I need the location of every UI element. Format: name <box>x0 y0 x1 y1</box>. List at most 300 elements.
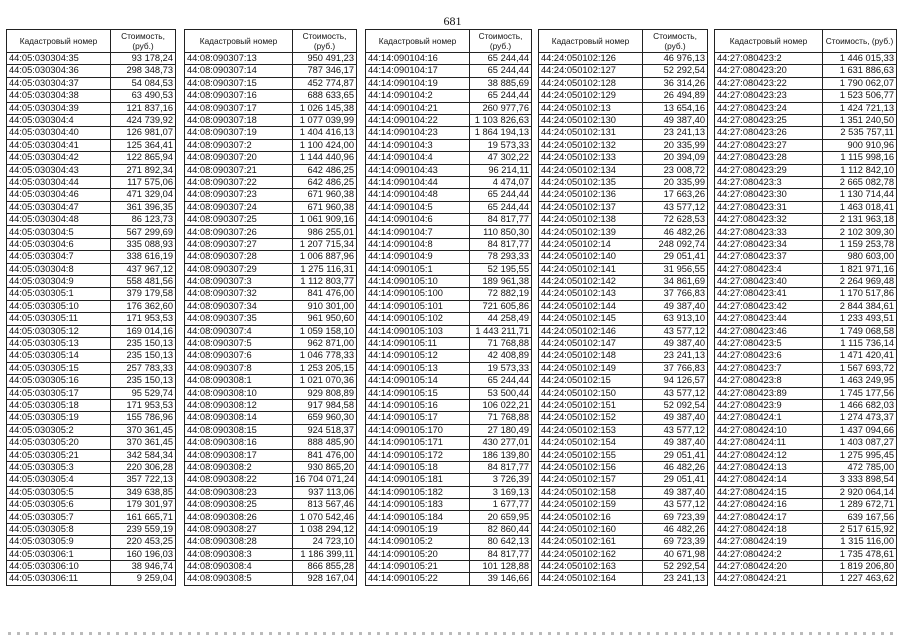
table-row <box>539 152 708 164</box>
cadastral-number-cell: 44:27:080423:3 <box>715 176 823 188</box>
cost-cell: 1 159 253,78 <box>823 238 897 250</box>
table-row <box>539 276 708 288</box>
table-row <box>185 449 357 461</box>
cost-cell: 46 482,26 <box>643 523 708 535</box>
cadastral-number-cell: 44:14:090105:1 <box>366 263 470 275</box>
column-header-cost: Стоимость, (руб.) <box>293 30 357 53</box>
cadastral-number-cell: 44:27:080423:5 <box>715 337 823 349</box>
table-row <box>715 486 897 498</box>
cadastral-number-cell: 44:08:090307:13 <box>185 53 293 65</box>
cost-cell: 3 726,39 <box>470 474 532 486</box>
cost-cell: 31 956,55 <box>643 263 708 275</box>
cadastral-number-cell: 44:24:050102:153 <box>539 424 643 436</box>
cost-cell: 260 977,76 <box>470 102 532 114</box>
cost-cell: 1 463 018,41 <box>823 201 897 213</box>
cost-cell: 338 616,19 <box>111 251 176 263</box>
table-row <box>539 139 708 151</box>
table-row <box>7 387 176 399</box>
cadastral-number-cell: 44:27:080423:24 <box>715 102 823 114</box>
table-row <box>366 387 532 399</box>
table-row <box>185 523 357 535</box>
cost-cell: 29 051,41 <box>643 474 708 486</box>
table-row <box>366 214 532 226</box>
cadastral-number-cell: 44:14:090105:20 <box>366 548 470 560</box>
table-row <box>715 548 897 560</box>
cadastral-number-cell: 44:08:090307:35 <box>185 313 293 325</box>
cost-cell: 42 408,89 <box>470 350 532 362</box>
cadastral-number-cell: 44:27:080424:18 <box>715 523 823 535</box>
table-row <box>7 114 176 126</box>
cost-cell: 930 865,20 <box>293 461 357 473</box>
cadastral-number-cell: 44:05:030305:9 <box>7 536 111 548</box>
cost-cell: 1 227 463,62 <box>823 573 897 585</box>
cost-cell: 49 387,40 <box>643 412 708 424</box>
cost-cell: 43 577,12 <box>643 499 708 511</box>
cost-cell: 671 960,38 <box>293 201 357 213</box>
cadastral-number-cell: 44:24:050102:148 <box>539 350 643 362</box>
cost-cell: 186 139,80 <box>470 449 532 461</box>
cadastral-number-cell: 44:08:090307:15 <box>185 77 293 89</box>
table-row <box>185 201 357 213</box>
table-row <box>185 573 357 585</box>
table-row <box>366 201 532 213</box>
cadastral-number-cell: 44:27:080423:9 <box>715 399 823 411</box>
cadastral-number-cell: 44:08:090307:6 <box>185 350 293 362</box>
table-row <box>539 251 708 263</box>
cost-cell: 471 329,04 <box>111 189 176 201</box>
cost-cell: 349 638,85 <box>111 486 176 498</box>
table-row <box>366 511 532 523</box>
table-row <box>715 214 897 226</box>
table-row <box>366 561 532 573</box>
cadastral-number-cell: 44:27:080424:21 <box>715 573 823 585</box>
table-row <box>185 511 357 523</box>
cost-cell: 54 084,53 <box>111 77 176 89</box>
cost-cell: 84 817,77 <box>470 461 532 473</box>
cost-cell: 121 837,16 <box>111 102 176 114</box>
table-row <box>185 486 357 498</box>
cost-cell: 370 361,45 <box>111 437 176 449</box>
table-row <box>7 337 176 349</box>
table-row <box>539 189 708 201</box>
cadastral-number-cell: 44:24:050102:158 <box>539 486 643 498</box>
cost-cell: 20 659,95 <box>470 511 532 523</box>
cost-cell: 126 981,07 <box>111 127 176 139</box>
cadastral-number-cell: 44:24:050102:160 <box>539 523 643 535</box>
table-row <box>185 276 357 288</box>
cost-cell: 34 861,69 <box>643 276 708 288</box>
cost-cell: 52 092,54 <box>643 399 708 411</box>
cadastral-number-cell: 44:24:050102:145 <box>539 313 643 325</box>
cost-cell: 84 817,77 <box>470 238 532 250</box>
table-row <box>715 511 897 523</box>
table-row <box>7 573 176 585</box>
cost-cell: 37 766,83 <box>643 362 708 374</box>
cadastral-number-cell: 44:08:090308:17 <box>185 449 293 461</box>
table-row <box>366 474 532 486</box>
table-row <box>539 337 708 349</box>
cadastral-number-cell: 44:27:080423:27 <box>715 139 823 151</box>
table-row <box>715 53 897 65</box>
table-row <box>7 214 176 226</box>
table-row <box>185 114 357 126</box>
table-row <box>539 350 708 362</box>
cadastral-number-cell: 44:27:080424:20 <box>715 561 823 573</box>
table-row <box>7 152 176 164</box>
cadastral-number-cell: 44:14:090104:22 <box>366 114 470 126</box>
cost-cell: 787 346,17 <box>293 65 357 77</box>
cadastral-number-cell: 44:05:030304:39 <box>7 102 111 114</box>
cost-cell: 1 100 424,00 <box>293 139 357 151</box>
cadastral-number-cell: 44:24:050102:135 <box>539 176 643 188</box>
table-row <box>185 313 357 325</box>
cadastral-number-cell: 44:14:090104:4 <box>366 152 470 164</box>
cost-cell: 36 314,26 <box>643 77 708 89</box>
cost-cell: 1 130 714,44 <box>823 189 897 201</box>
cadastral-number-cell: 44:14:090105:102 <box>366 313 470 325</box>
cost-cell: 1 404 416,13 <box>293 127 357 139</box>
table-row <box>715 288 897 300</box>
cadastral-number-cell: 44:24:050102:138 <box>539 214 643 226</box>
table-row <box>715 127 897 139</box>
cadastral-number-cell: 44:08:090308:3 <box>185 548 293 560</box>
table-row <box>7 53 176 65</box>
cost-cell: 23 241,13 <box>643 127 708 139</box>
table-row <box>539 201 708 213</box>
cadastral-number-cell: 44:08:090308:1 <box>185 375 293 387</box>
table-row <box>539 412 708 424</box>
cadastral-number-cell: 44:08:090307:20 <box>185 152 293 164</box>
table-row <box>539 214 708 226</box>
table-row <box>366 65 532 77</box>
cost-cell: 257 783,33 <box>111 362 176 374</box>
table-row <box>366 53 532 65</box>
cost-cell: 1 351 240,50 <box>823 114 897 126</box>
table-row <box>539 399 708 411</box>
cadastral-number-cell: 44:05:030304:48 <box>7 214 111 226</box>
table-row <box>366 189 532 201</box>
cost-cell: 117 575,06 <box>111 176 176 188</box>
cost-cell: 1 233 493,51 <box>823 313 897 325</box>
cadastral-number-cell: 44:14:090104:2 <box>366 90 470 102</box>
cost-cell: 1 446 015,33 <box>823 53 897 65</box>
cadastral-number-cell: 44:14:090105:22 <box>366 573 470 585</box>
cost-cell: 4 474,07 <box>470 176 532 188</box>
table-row <box>715 276 897 288</box>
cadastral-number-cell: 44:24:050102:134 <box>539 164 643 176</box>
cadastral-number-cell: 44:24:050102:152 <box>539 412 643 424</box>
cost-cell: 1 677,77 <box>470 499 532 511</box>
cadastral-number-cell: 44:05:030305:3 <box>7 461 111 473</box>
table-row <box>715 263 897 275</box>
cost-cell: 235 150,13 <box>111 375 176 387</box>
table-row <box>185 139 357 151</box>
table-row <box>366 350 532 362</box>
cost-cell: 1 735 478,61 <box>823 548 897 560</box>
cost-cell: 1 523 506,77 <box>823 90 897 102</box>
cadastral-number-cell: 44:08:090307:21 <box>185 164 293 176</box>
cadastral-number-cell: 44:24:050102:16 <box>539 511 643 523</box>
table-row <box>366 226 532 238</box>
table-row <box>539 325 708 337</box>
cost-cell: 472 785,00 <box>823 461 897 473</box>
table-row <box>366 437 532 449</box>
cadastral-number-cell: 44:08:090307:18 <box>185 114 293 126</box>
cadastral-number-cell: 44:27:080423:44 <box>715 313 823 325</box>
cadastral-number-cell: 44:24:050102:141 <box>539 263 643 275</box>
cost-cell: 1 144 440,96 <box>293 152 357 164</box>
cadastral-number-cell: 44:05:030305:12 <box>7 325 111 337</box>
cadastral-number-cell: 44:27:080423:4 <box>715 263 823 275</box>
table-row <box>185 461 357 473</box>
cost-cell: 24 723,10 <box>293 536 357 548</box>
table-row <box>185 189 357 201</box>
table-row <box>185 561 357 573</box>
cadastral-number-cell: 44:08:090308:12 <box>185 399 293 411</box>
table-row <box>185 337 357 349</box>
cost-cell: 917 984,58 <box>293 399 357 411</box>
cadastral-number-cell: 44:08:090307:22 <box>185 176 293 188</box>
cost-cell: 16 704 071,24 <box>293 474 357 486</box>
cost-cell: 961 950,60 <box>293 313 357 325</box>
cost-cell: 47 302,22 <box>470 152 532 164</box>
table-row <box>366 176 532 188</box>
cost-cell: 38 885,69 <box>470 77 532 89</box>
cadastral-number-cell: 44:14:090105:18 <box>366 461 470 473</box>
cadastral-number-cell: 44:05:030305:21 <box>7 449 111 461</box>
table-row <box>7 313 176 325</box>
cost-cell: 220 306,28 <box>111 461 176 473</box>
cadastral-table-4 <box>538 29 708 586</box>
cost-cell: 1 170 517,86 <box>823 288 897 300</box>
cadastral-number-cell: 44:14:090105:2 <box>366 536 470 548</box>
cadastral-number-cell: 44:14:090105:15 <box>366 387 470 399</box>
table-row <box>366 139 532 151</box>
table-row <box>539 573 708 585</box>
cadastral-number-cell: 44:08:090308:16 <box>185 437 293 449</box>
cadastral-number-cell: 44:05:030304:6 <box>7 238 111 250</box>
cost-cell: 1 006 887,96 <box>293 251 357 263</box>
cost-cell: 437 967,12 <box>111 263 176 275</box>
cadastral-number-cell: 44:24:050102:147 <box>539 337 643 349</box>
table-row <box>715 337 897 349</box>
cadastral-number-cell: 44:27:080423:7 <box>715 362 823 374</box>
cadastral-number-cell: 44:05:030304:42 <box>7 152 111 164</box>
cost-cell: 1 061 909,16 <box>293 214 357 226</box>
cadastral-number-cell: 44:05:030304:5 <box>7 226 111 238</box>
table-row <box>715 362 897 374</box>
table-row <box>539 300 708 312</box>
cadastral-number-cell: 44:08:090308:27 <box>185 523 293 535</box>
table-row <box>715 387 897 399</box>
cost-cell: 866 855,28 <box>293 561 357 573</box>
table-row <box>7 164 176 176</box>
cost-cell: 63 490,53 <box>111 90 176 102</box>
cadastral-number-cell: 44:14:090104:44 <box>366 176 470 188</box>
cost-cell: 841 476,00 <box>293 288 357 300</box>
cadastral-number-cell: 44:08:090307:23 <box>185 189 293 201</box>
cadastral-number-cell: 44:24:050102:133 <box>539 152 643 164</box>
cost-cell: 235 150,13 <box>111 350 176 362</box>
cadastral-number-cell: 44:08:090308:4 <box>185 561 293 573</box>
cost-cell: 160 196,03 <box>111 548 176 560</box>
cost-cell: 65 244,44 <box>470 53 532 65</box>
cadastral-number-cell: 44:08:090308:28 <box>185 536 293 548</box>
cost-cell: 235 150,13 <box>111 337 176 349</box>
cadastral-number-cell: 44:24:050102:13 <box>539 102 643 114</box>
cadastral-number-cell: 44:24:050102:129 <box>539 90 643 102</box>
table-row <box>185 226 357 238</box>
cost-cell: 239 559,19 <box>111 523 176 535</box>
cadastral-number-cell: 44:24:050102:150 <box>539 387 643 399</box>
table-row <box>7 176 176 188</box>
cost-cell: 3 169,13 <box>470 486 532 498</box>
table-row <box>715 114 897 126</box>
table-row <box>185 164 357 176</box>
cadastral-number-cell: 44:27:080424:1 <box>715 412 823 424</box>
table-row <box>7 90 176 102</box>
cadastral-number-cell: 44:08:090307:2 <box>185 139 293 151</box>
cadastral-number-cell: 44:14:090105:17 <box>366 412 470 424</box>
cadastral-number-cell: 44:05:030305:8 <box>7 523 111 535</box>
table-row <box>7 226 176 238</box>
table-row <box>715 449 897 461</box>
cadastral-number-cell: 44:08:090307:17 <box>185 102 293 114</box>
cadastral-number-cell: 44:24:050102:157 <box>539 474 643 486</box>
cost-cell: 1 274 473,37 <box>823 412 897 424</box>
cadastral-number-cell: 44:27:080423:46 <box>715 325 823 337</box>
cost-cell: 23 241,13 <box>643 350 708 362</box>
column-header-cadastral-number: Кадастровый номер <box>185 30 293 53</box>
table-row <box>185 375 357 387</box>
cadastral-number-cell: 44:24:050102:156 <box>539 461 643 473</box>
cadastral-number-cell: 44:14:090105:13 <box>366 362 470 374</box>
table-row <box>185 251 357 263</box>
cadastral-number-cell: 44:08:090307:3 <box>185 276 293 288</box>
cost-cell: 271 892,34 <box>111 164 176 176</box>
cost-cell: 642 486,25 <box>293 164 357 176</box>
cost-cell: 65 244,44 <box>470 375 532 387</box>
cadastral-number-cell: 44:05:030305:2 <box>7 424 111 436</box>
table-row <box>7 300 176 312</box>
cost-cell: 49 387,40 <box>643 114 708 126</box>
table-row <box>7 189 176 201</box>
cost-cell: 1 275 116,31 <box>293 263 357 275</box>
table-row <box>539 449 708 461</box>
table-row <box>366 499 532 511</box>
table-row <box>366 536 532 548</box>
cost-cell: 78 293,33 <box>470 251 532 263</box>
cadastral-number-cell: 44:24:050102:154 <box>539 437 643 449</box>
cost-cell: 20 394,09 <box>643 152 708 164</box>
table-row <box>715 499 897 511</box>
cadastral-number-cell: 44:24:050102:136 <box>539 189 643 201</box>
cadastral-number-cell: 44:08:090308:10 <box>185 387 293 399</box>
cadastral-number-cell: 44:14:090105:21 <box>366 561 470 573</box>
cadastral-number-cell: 44:27:080423:31 <box>715 201 823 213</box>
cadastral-number-cell: 44:05:030304:37 <box>7 77 111 89</box>
table-row <box>715 313 897 325</box>
cadastral-number-cell: 44:14:090104:19 <box>366 77 470 89</box>
cost-cell: 962 871,00 <box>293 337 357 349</box>
cadastral-number-cell: 44:05:030305:14 <box>7 350 111 362</box>
cost-cell: 1 749 068,58 <box>823 325 897 337</box>
cadastral-number-cell: 44:08:090308:14 <box>185 412 293 424</box>
cadastral-number-cell: 44:27:080423:40 <box>715 276 823 288</box>
table-row <box>366 362 532 374</box>
cost-cell: 29 051,41 <box>643 251 708 263</box>
cost-cell: 342 584,34 <box>111 449 176 461</box>
table-row <box>185 152 357 164</box>
cost-cell: 1 115 998,16 <box>823 152 897 164</box>
cost-cell: 43 577,12 <box>643 201 708 213</box>
cost-cell: 72 882,19 <box>470 288 532 300</box>
cadastral-number-cell: 44:24:050102:143 <box>539 288 643 300</box>
cost-cell: 558 481,56 <box>111 276 176 288</box>
cadastral-number-cell: 44:27:080423:22 <box>715 77 823 89</box>
cadastral-number-cell: 44:08:090307:25 <box>185 214 293 226</box>
cadastral-number-cell: 44:05:030305:10 <box>7 300 111 312</box>
cost-cell: 888 485,90 <box>293 437 357 449</box>
cadastral-number-cell: 44:24:050102:132 <box>539 139 643 151</box>
cost-cell: 20 335,99 <box>643 176 708 188</box>
cost-cell: 430 277,01 <box>470 437 532 449</box>
cost-cell: 27 180,49 <box>470 424 532 436</box>
table-row <box>7 276 176 288</box>
table-row <box>366 449 532 461</box>
cost-cell: 53 500,44 <box>470 387 532 399</box>
cadastral-number-cell: 44:08:090307:8 <box>185 362 293 374</box>
cadastral-number-cell: 44:08:090308:23 <box>185 486 293 498</box>
cost-cell: 19 573,33 <box>470 362 532 374</box>
cost-cell: 44 258,49 <box>470 313 532 325</box>
cadastral-number-cell: 44:05:030305:11 <box>7 313 111 325</box>
cadastral-number-cell: 44:24:050102:139 <box>539 226 643 238</box>
cost-cell: 49 387,40 <box>643 337 708 349</box>
cost-cell: 642 486,25 <box>293 176 357 188</box>
table-row <box>366 276 532 288</box>
table-row <box>539 238 708 250</box>
cadastral-number-cell: 44:27:080424:14 <box>715 474 823 486</box>
cadastral-number-cell: 44:08:090308:15 <box>185 424 293 436</box>
table-row <box>366 238 532 250</box>
cost-cell: 1 437 094,66 <box>823 424 897 436</box>
cost-cell: 1 443 211,71 <box>470 325 532 337</box>
table-row <box>185 548 357 560</box>
cadastral-number-cell: 44:24:050102:142 <box>539 276 643 288</box>
cost-cell: 1 275 995,45 <box>823 449 897 461</box>
cadastral-number-cell: 44:05:030304:40 <box>7 127 111 139</box>
cadastral-number-cell: 44:14:090105:100 <box>366 288 470 300</box>
table-row <box>366 127 532 139</box>
cost-cell: 1 471 420,41 <box>823 350 897 362</box>
cost-cell: 2 102 309,30 <box>823 226 897 238</box>
cadastral-number-cell: 44:24:050102:146 <box>539 325 643 337</box>
cost-cell: 379 179,58 <box>111 288 176 300</box>
cadastral-number-cell: 44:08:090308:25 <box>185 499 293 511</box>
table-row <box>7 499 176 511</box>
cadastral-number-cell: 44:27:080423:25 <box>715 114 823 126</box>
cost-cell: 3 333 898,54 <box>823 474 897 486</box>
table-row <box>7 77 176 89</box>
cost-cell: 567 299,69 <box>111 226 176 238</box>
cost-cell: 1 424 721,13 <box>823 102 897 114</box>
cadastral-number-cell: 44:08:090307:34 <box>185 300 293 312</box>
table-row <box>539 461 708 473</box>
table-row <box>539 561 708 573</box>
cadastral-number-cell: 44:05:030305:20 <box>7 437 111 449</box>
cost-cell: 1 315 116,00 <box>823 536 897 548</box>
